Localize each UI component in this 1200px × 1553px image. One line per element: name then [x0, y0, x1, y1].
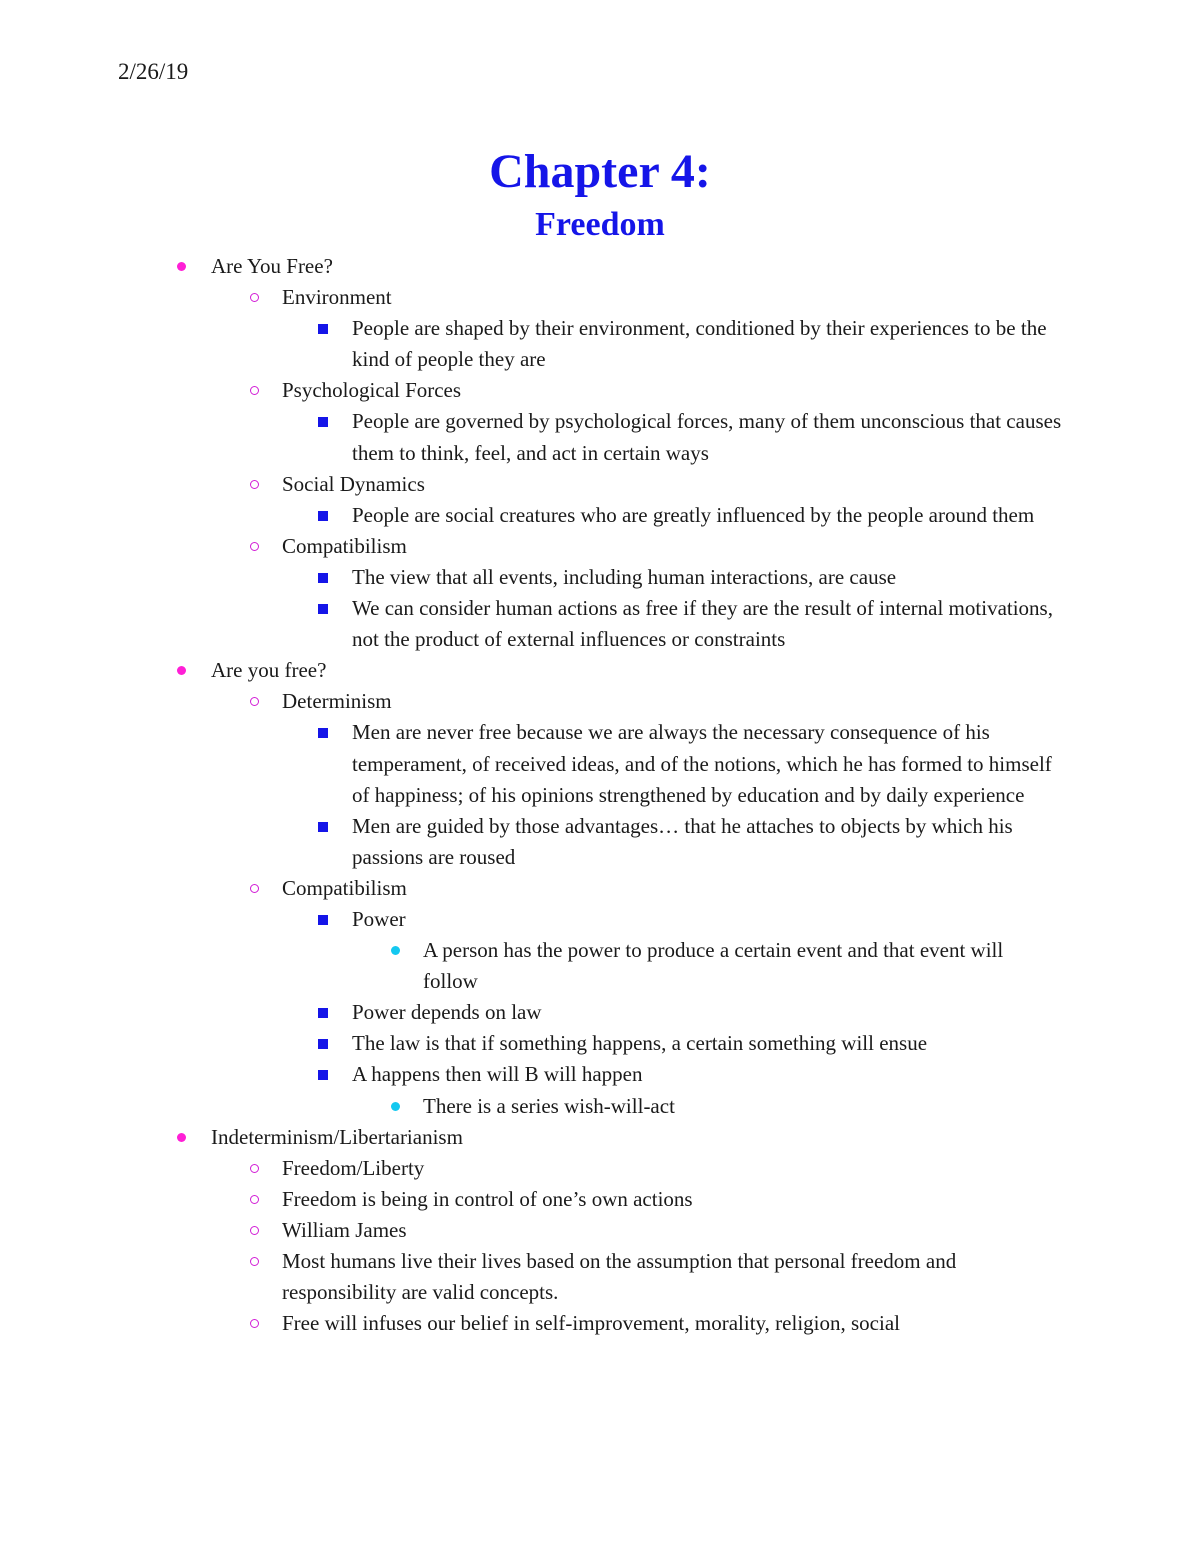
filled-circle-bullet-icon — [177, 262, 186, 271]
outline-item-text: Power — [352, 906, 406, 931]
outline-item-text: Freedom is being in control of one’s own actions — [282, 1186, 693, 1211]
outline-item-text: People are social creatures who are greatly influenced by the people around them — [352, 502, 1035, 527]
chapter-title: Chapter 4: — [489, 145, 711, 198]
filled-circle-bullet-icon — [177, 666, 186, 675]
outline-item-level-2 — [0, 531, 1062, 562]
outline-item-text: Social Dynamics — [282, 471, 425, 496]
outline-item-level-1 — [0, 1122, 1061, 1153]
square-bullet-icon — [318, 728, 328, 738]
outline-item-text: Men are never free because we are always the necessary consequence of his temperament, of received ideas, and of the notions, which he has formed to himself of happiness; of his opinions strengthened by education and by daily experience — [352, 720, 1052, 807]
outline-item-level-2 — [0, 1215, 1062, 1246]
outline-item-level-2 — [0, 1308, 1062, 1339]
outline-item-level-2 — [0, 375, 1062, 406]
outline-item-level-4 — [0, 935, 1063, 997]
outline-item-text: The law is that if something happens, a certain something will ensue — [352, 1031, 928, 1056]
outline-item-text: The view that all events, including human interactions, are cause — [352, 564, 897, 589]
outline-item-text: People are shaped by their environment, conditioned by their experiences to be the kind of people they are — [352, 316, 1047, 372]
square-bullet-icon — [318, 1008, 328, 1018]
outline-item-level-3 — [0, 717, 1062, 810]
square-bullet-icon — [318, 604, 328, 614]
outline-item-text: Are you free? — [211, 658, 327, 683]
hollow-circle-bullet-icon — [250, 542, 259, 551]
outline-item-level-2 — [0, 1246, 1062, 1308]
outline-item-text: Are You Free? — [211, 254, 333, 278]
chapter-subtitle: Freedom — [535, 206, 665, 243]
outline-item-text: Freedom/Liberty — [282, 1155, 425, 1180]
outline-item-text: We can consider human actions as free if they are the result of internal motivations, not the product of external influences or constraints — [352, 596, 1053, 652]
hollow-circle-bullet-icon — [250, 293, 259, 302]
outline-item-text: There is a series wish-will-act — [423, 1093, 675, 1118]
outline-item-level-2 — [0, 282, 1062, 313]
outline-item-text: Men are guided by those advantages… that he attaches to objects by which his passions are roused — [352, 813, 1013, 869]
outline-item-text: People are governed by psychological forces, many of them unconscious that causes them to think, feel, and act in certain ways — [352, 409, 1062, 465]
outline-item-level-3 — [0, 562, 1062, 593]
outline-item-level-3 — [0, 313, 1062, 375]
outline-item-level-3 — [0, 904, 1062, 935]
outline-item-text: A person has the power to produce a certain event and that event will follow — [423, 938, 1004, 994]
square-bullet-icon — [318, 1070, 328, 1080]
notes-outline — [0, 251, 1200, 1339]
document-date: 2/26/19 — [118, 59, 189, 84]
outline-item-text: Compatibilism — [282, 875, 407, 900]
outline-item-level-3 — [0, 1059, 1062, 1090]
dot-bullet-icon — [391, 1102, 400, 1111]
outline-item-text: Indeterminism/Libertarianism — [211, 1124, 463, 1149]
outline-item-level-3 — [0, 811, 1062, 873]
hollow-circle-bullet-icon — [250, 480, 259, 489]
hollow-circle-bullet-icon — [250, 697, 259, 706]
outline-item-text: A happens then will B will happen — [352, 1062, 643, 1087]
outline-item-level-2 — [0, 469, 1062, 500]
outline-item-level-2 — [0, 873, 1062, 904]
hollow-circle-bullet-icon — [250, 1195, 259, 1204]
outline-item-level-1 — [0, 251, 1061, 282]
outline-item-text: Power depends on law — [352, 1000, 542, 1025]
outline-item-level-3 — [0, 1028, 1062, 1059]
outline-item-text: Psychological Forces — [282, 378, 462, 403]
outline-item-level-3 — [0, 593, 1062, 655]
square-bullet-icon — [318, 573, 328, 583]
filled-circle-bullet-icon — [177, 1133, 186, 1142]
outline-item-level-3 — [0, 406, 1062, 468]
outline-item-level-2 — [0, 686, 1062, 717]
hollow-circle-bullet-icon — [250, 1164, 259, 1173]
hollow-circle-bullet-icon — [250, 386, 259, 395]
outline-item-text: Determinism — [282, 689, 392, 714]
outline-item-text: Free will infuses our belief in self-improvement, morality, religion, social — [282, 1311, 900, 1336]
hollow-circle-bullet-icon — [250, 1257, 259, 1266]
square-bullet-icon — [318, 915, 328, 925]
outline-item-level-3 — [0, 997, 1062, 1028]
hollow-circle-bullet-icon — [250, 884, 259, 893]
hollow-circle-bullet-icon — [250, 1319, 259, 1328]
outline-item-level-2 — [0, 1184, 1062, 1215]
hollow-circle-bullet-icon — [250, 1226, 259, 1235]
outline-item-level-1 — [0, 655, 1061, 686]
outline-item-level-2 — [0, 1153, 1062, 1184]
outline-item-text: Environment — [282, 285, 392, 310]
outline-item-level-4 — [0, 1091, 1063, 1122]
square-bullet-icon — [318, 1039, 328, 1049]
outline-item-text: William James — [282, 1217, 407, 1242]
dot-bullet-icon — [391, 946, 400, 955]
square-bullet-icon — [318, 822, 328, 832]
outline-item-level-3 — [0, 500, 1062, 531]
square-bullet-icon — [318, 511, 328, 521]
outline-item-text: Compatibilism — [282, 533, 407, 558]
square-bullet-icon — [318, 324, 328, 334]
square-bullet-icon — [318, 417, 328, 427]
outline-item-text: Most humans live their lives based on the assumption that personal freedom and responsibility are valid concepts. — [282, 1249, 957, 1305]
